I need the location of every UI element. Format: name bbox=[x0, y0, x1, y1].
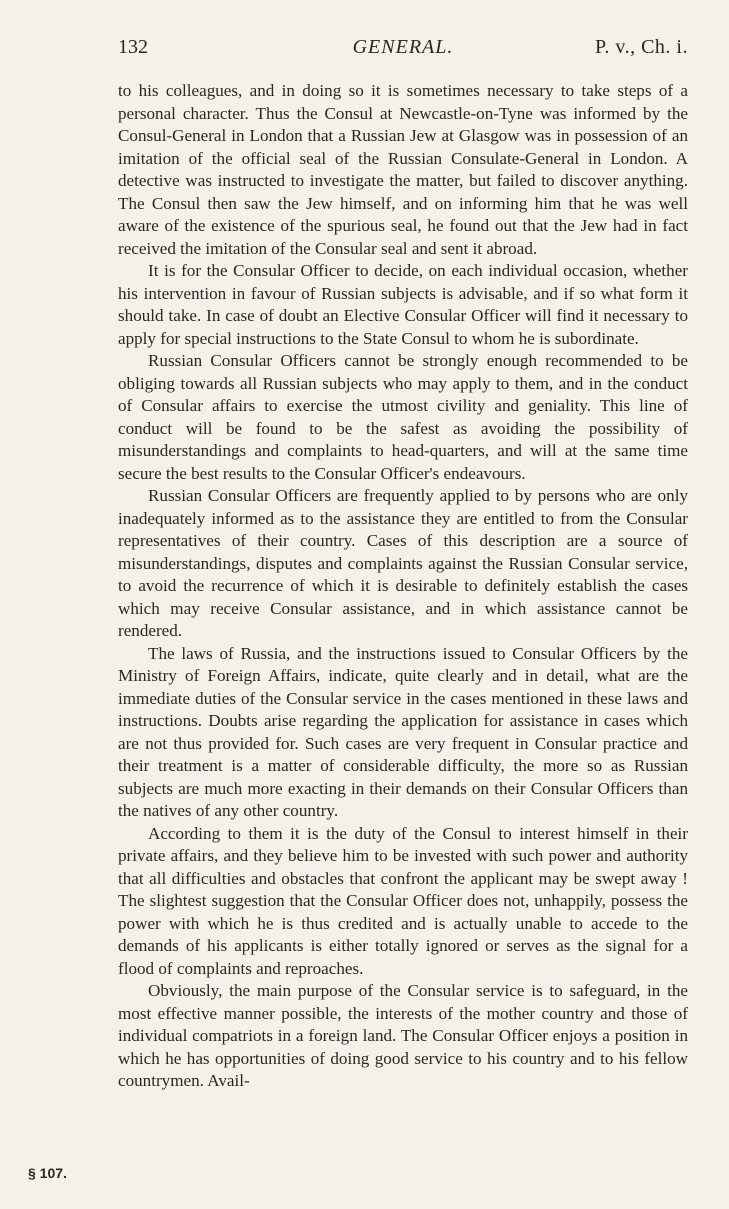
running-title: GENERAL. bbox=[352, 36, 454, 58]
paragraph: Obviously, the main purpose of the Consular service is to safeguard, in the most effective manner possible, the interests of the mother country and those of individual compatriots in a foreign land. The Consular Officer enjoys a position in which he has opportunities of doing good service to his country and to his fellow countrymen. Avail- bbox=[118, 981, 688, 1090]
paragraph: Russian Consular Officers cannot be strongly enough recommended to be obliging towards all Russian subjects who may apply to them, and in the conduct of Consular affairs to exercise the utmost civility and geniality. This line of conduct will be found to be the safest as avoiding the possibility of misunderstandings and complaints to head-quarters, and will at the same time secure the best results to the Consular Officer's endeavours. bbox=[118, 351, 688, 483]
paragraph-continued: to his colleagues, and in doing so it is sometimes necessary to take steps of a personal character. Thus the Consul at Newcastle-on-Tyne was informed by the Consul-General in London that a Russian Jew at Glasgow was in possession of an imitation of the official seal of the Russian Consulate-General in London. A detective was instructed to investigate the matter, but failed to discover anything. The Consul then saw the Jew himself, and on informing him that he was well aware of the existence of the spurious seal, he found out that the Jew had in fact received the imitation of the Consular seal and sent it abroad. bbox=[118, 81, 688, 258]
section-marker: § 107. bbox=[28, 1165, 67, 1181]
chapter-reference: P. v., Ch. i. bbox=[594, 36, 688, 58]
body-text bbox=[118, 80, 688, 1093]
paragraph: The laws of Russia, and the instructions issued to Consular Officers by the Ministry of Foreign Affairs, indicate, quite clearly and in detail, what are the immediate duties of the Consular service in the cases mentioned in these laws and instructions. Doubts arise regarding the application for assistance in cases which are not thus provided for. Such cases are very frequent in Consular practice and their treatment is a matter of considerable difficulty, the more so as Russian subjects are much more exacting in their demands on their Consular Officers than the natives of any other country. bbox=[118, 643, 688, 820]
page-number: 132 bbox=[118, 36, 148, 58]
paragraph: Russian Consular Officers are frequently applied to by persons who are only inadequately informed as to the assistance they are entitled to from the Consular representatives of their country. Cases of this description are a source of misunderstandings, disputes and complaints against the Russian Consular service, to avoid the recurrence of which it is desirable to definitely establish the cases which may receive Consular assistance, and in which assistance cannot be rendered. bbox=[118, 486, 688, 640]
running-head bbox=[118, 34, 688, 60]
paragraph: According to them it is the duty of the Consul to interest himself in their private affairs, and they believe him to be invested with such power and authority that all difficulties and obstacles that confront the applicant may be swept away ! The slightest suggestion that the Consular Officer does not, unhappily, possess the power with which he is thus credited and is actually unable to accede to the demands of his applicants is either totally ignored or serves as the signal for a flood of complaints and reproaches. bbox=[118, 823, 688, 978]
paragraph: It is for the Consular Officer to decide, on each individual occasion, whether his intervention in favour of Russian subjects is advisable, and if so what form it should take. In case of doubt an Elective Consular Officer will find it necessary to apply for special instructions to the State Consul to whom he is subordinate. bbox=[118, 261, 688, 348]
